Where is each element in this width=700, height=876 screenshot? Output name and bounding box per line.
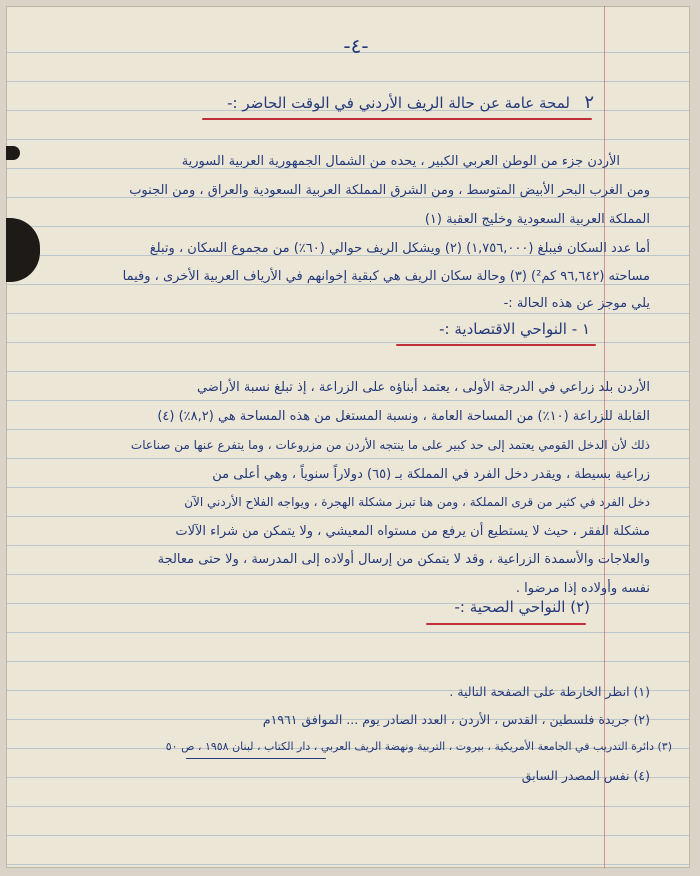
heading-mark: ٢ (584, 92, 594, 113)
section-economic-underline (396, 344, 596, 346)
torn-edge-hole (6, 218, 40, 282)
section-economic-title: ١ - النواحي الاقتصادية :- (439, 320, 590, 338)
intro-line: يلي موجز عن هذه الحالة :- (503, 296, 650, 311)
economic-line: دخل الفرد في كثير من قرى المملكة ، ومن هنا تبرز مشكلة الهجرة ، ويواجه الفلاح الأردني الآن (184, 495, 650, 509)
footnote: (٢) جريدة فلسطين ، القدس ، الأردن ، العدد الصادر يوم ... الموافق ١٩٦١م (262, 712, 650, 727)
torn-edge-notch (6, 146, 20, 160)
economic-line: الأردن بلد زراعي في الدرجة الأولى ، يعتمد أبناؤه على الزراعة ، إذ تبلغ نسبة الأراضي (196, 380, 650, 395)
economic-line: ذلك لأن الدخل القومي يعتمد إلى حد كبير على ما ينتجه الأردن من مزروعات ، وما يتفرع عنها من صناعات (130, 438, 650, 452)
footnote-underline (186, 758, 326, 759)
economic-line: زراعية بسيطة ، ويقدر دخل الفرد في المملكة بـ (٦٥) دولاراً سنوياً ، وهي أعلى من (212, 467, 650, 482)
margin-rule (604, 6, 605, 868)
footnote: (٣) دائرة التدريب في الجامعة الأمريكية ، بيروت ، التربية ونهضة الريف العربي ، دار الكتاب ، لبنان ١٩٥٨ ، ص ٥٠ (165, 740, 672, 753)
economic-line: والعلاجات والأسمدة الزراعية ، وقد لا يتمكن من إرسال أولاده إلى المدرسة ، ولا حتى معالجة (157, 552, 650, 567)
economic-line: القابلة للزراعة (١٠٪) من المساحة العامة ، ونسبة المستغل من هذه المساحة هي (٨,٢٪) (٤) (157, 409, 650, 424)
heading-underline (202, 118, 592, 120)
page-number: -٤- (343, 34, 369, 58)
footnote: (١) انظر الخارطة على الصفحة التالية . (449, 684, 650, 699)
intro-line: المملكة العربية السعودية وخليج العقبة (١) (424, 212, 650, 227)
handwritten-page (6, 6, 690, 868)
section-health-underline (426, 623, 586, 625)
intro-line: أما عدد السكان فيبلغ (١,٧٥٦,٠٠٠) (٢) ويشكل الريف حوالي (٦٠٪) من مجموع السكان ، وتبلغ (149, 241, 650, 256)
intro-line: الأردن جزء من الوطن العربي الكبير ، يحده من الشمال الجمهورية العربية السورية (181, 154, 620, 169)
page-heading: لمحة عامة عن حالة الريف الأردني في الوقت الحاضر :- (227, 94, 570, 112)
footnote: (٤) نفس المصدر السابق (521, 768, 650, 783)
section-health-title: (٢) النواحي الصحية :- (454, 598, 590, 616)
intro-line: مساحته (٩٦,٦٤٢ كم²) (٣) وحالة سكان الريف هي كبقية إخوانهم في الأرياف العربية الأخرى ، وفيما (122, 269, 650, 284)
economic-line: نفسه وأولاده إذا مرضوا . (515, 581, 650, 596)
intro-line: ومن الغرب البحر الأبيض المتوسط ، ومن الشرق المملكة العربية السعودية والعراق ، ومن الجنوب (129, 183, 650, 198)
economic-line: مشكلة الفقر ، حيث لا يستطيع أن يرفع من مستواه المعيشي ، ولا يتمكن من شراء الآلات (175, 524, 650, 539)
